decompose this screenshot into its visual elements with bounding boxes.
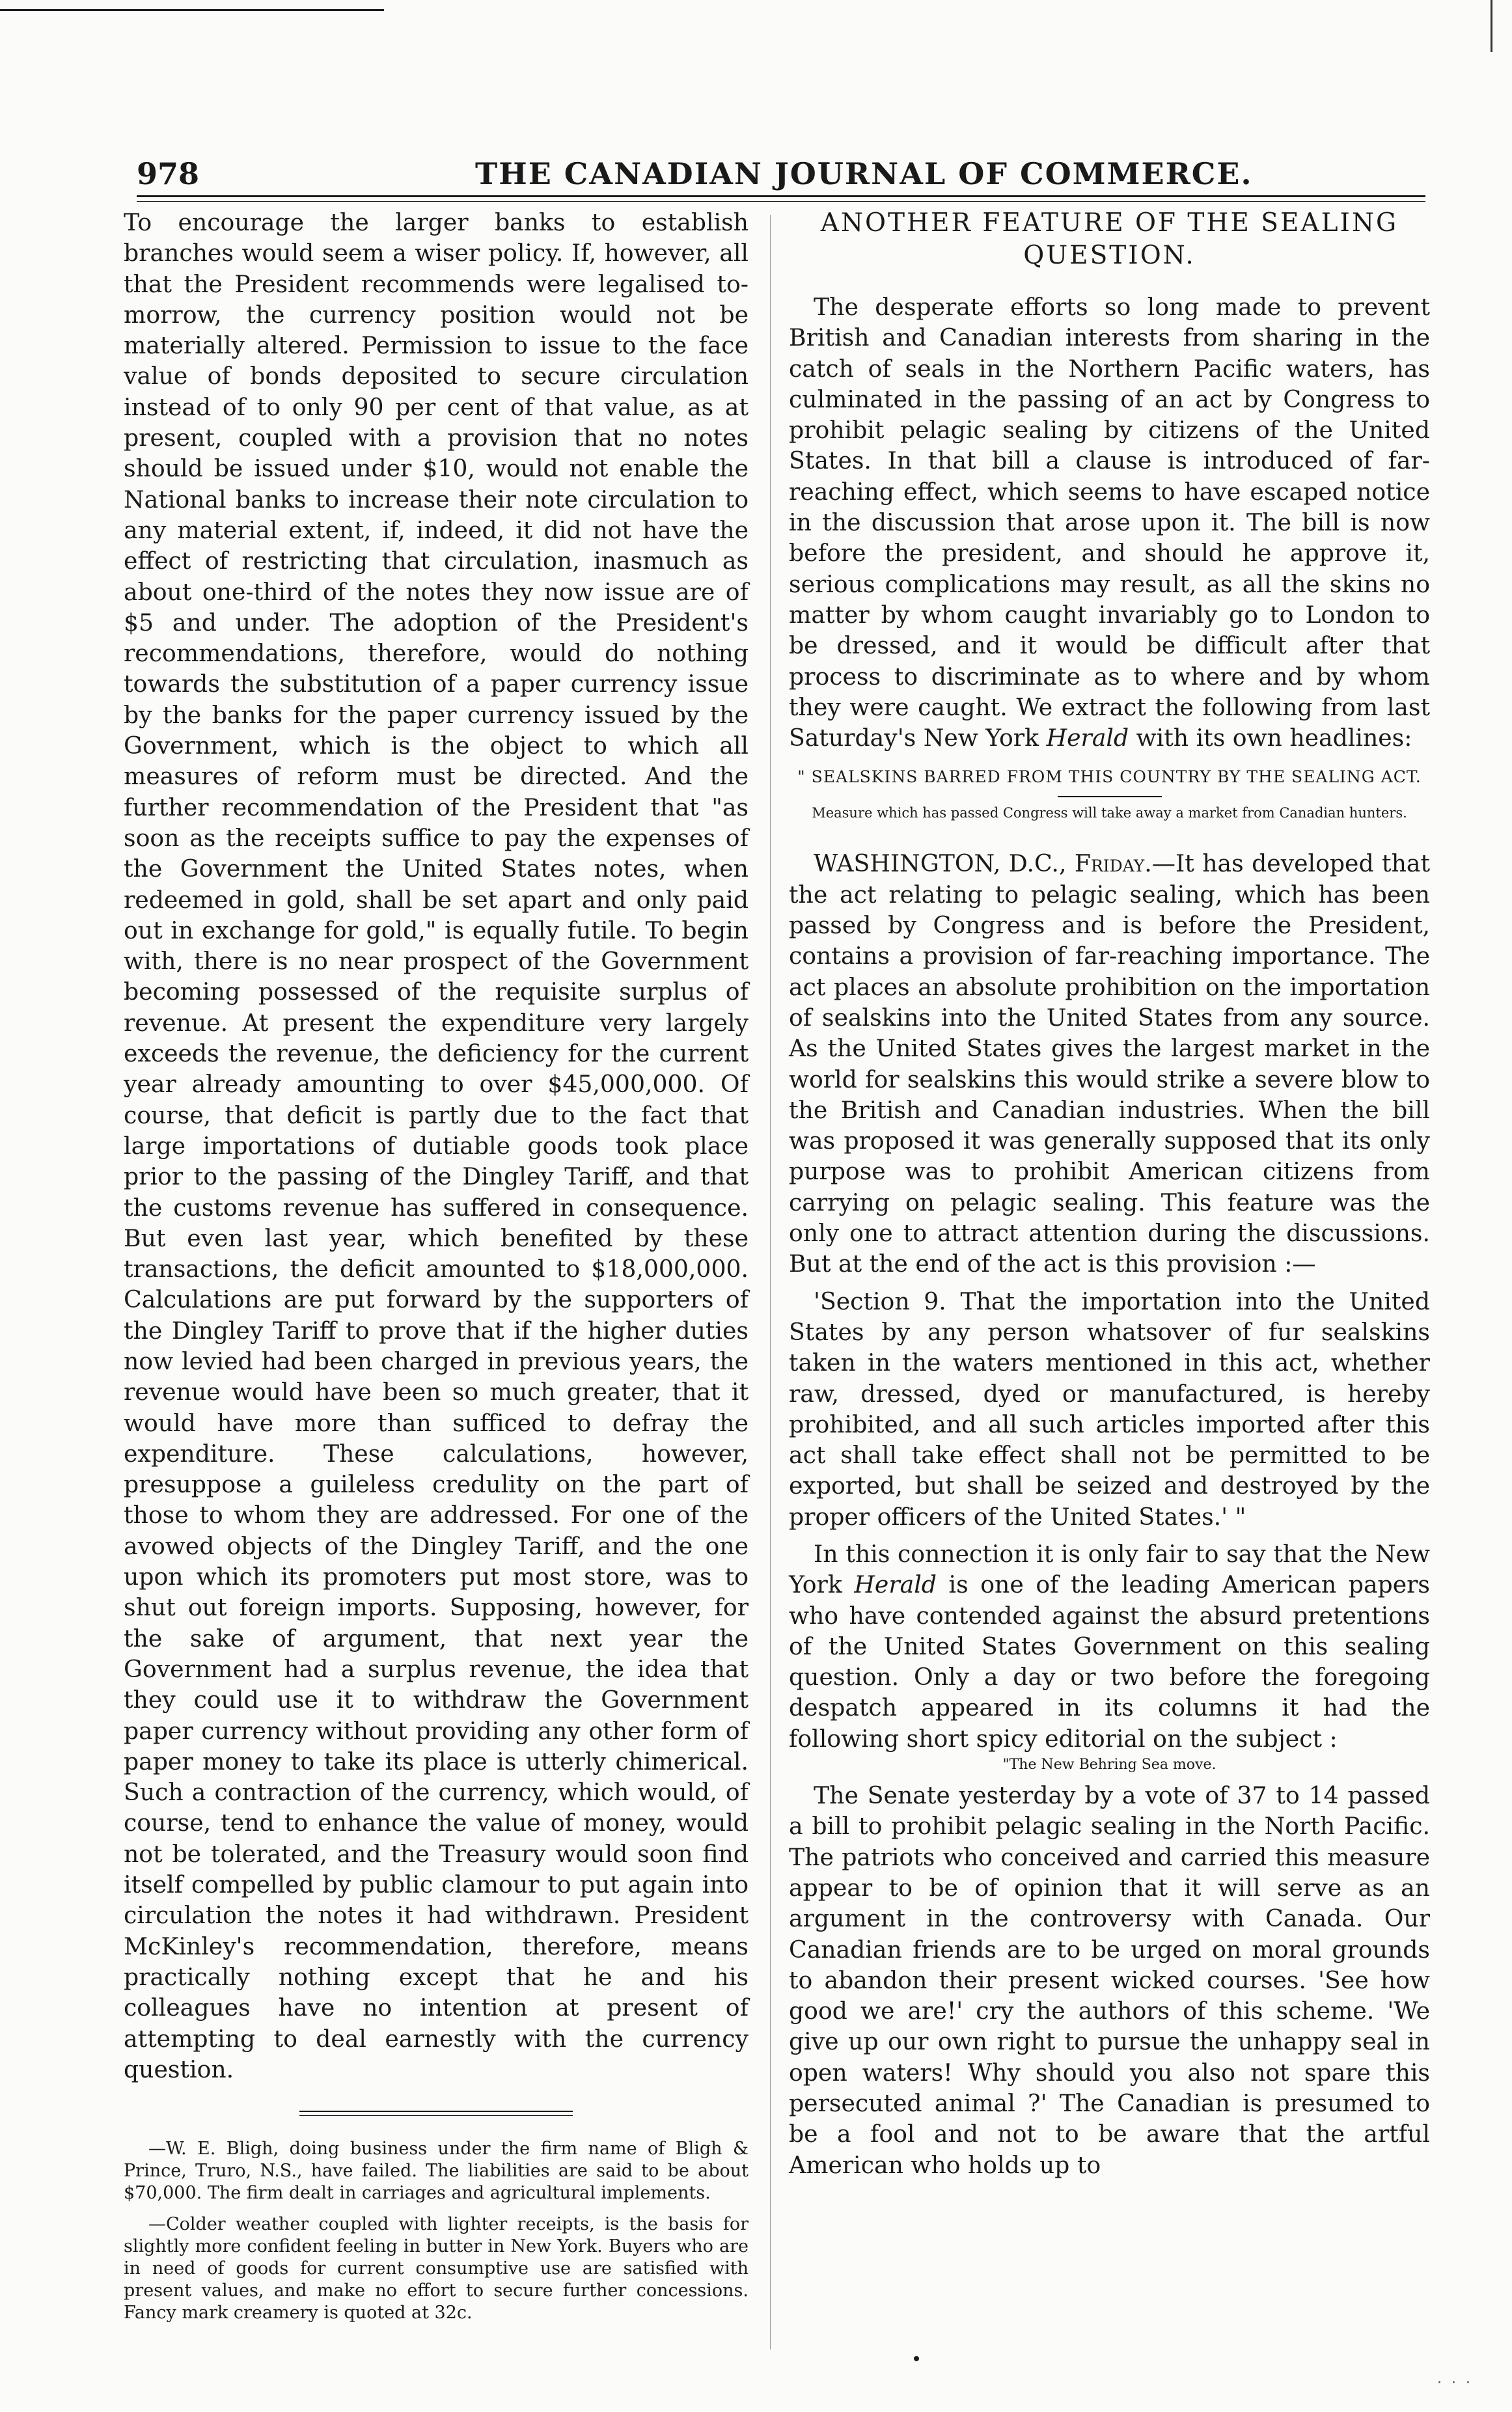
intro-text: The desperate efforts so long made to prevent British and Canadian interests from sharing in the catch of seals in the Northern Pacific waters, has culminated in the passing of an act by Congress to prohibit pelagic sealing by citizens of the United States. In that bill a clause is introduced of far-reaching effect, which seems to have escaped notice in the discussion that arose upon it. The bill is now before the president, and should he approve it, serious complications may result, as all the skins no matter by whom caught invariably go to London to be dressed, and it would be difficult after that process to discriminate as to where and by whom they were caught. We extract the following from last Saturday's New York xyxy=(789,293,1430,752)
headline-rule xyxy=(1058,796,1162,797)
article-intro xyxy=(789,292,1430,753)
section-separator xyxy=(299,2111,573,2116)
right-column xyxy=(789,207,1430,2180)
currency-article-paragraph: To encourage the larger banks to establish branches would seem a wiser policy. If, however, all that the President recommends were legalised to-morrow, the currency position would not be materially altered. Permission to issue to the face value of bonds deposited to secure circulation instead of to only 90 per cent of that value, as at present, coupled with a provision that no notes should be issued under $10, would not enable the National banks to increase their note circulation to any material extent, if, indeed, it did not have the effect of restricting that circulation, inasmuch as about one-third of the notes they now issue are of $5 and under. The adoption of the President's recommendations, therefore, would do nothing towards the substitution of a paper currency issue by the banks for the paper currency issued by the Government, which is the object to which all measures of reform must be directed. And the further recommendation of the President that "as soon as the receipts suffice to pay the expenses of the Government the United States notes, when redeemed in gold, shall be set apart and only paid out in exchange for gold," is equally futile. To begin with, there is no near prospect of the Government becoming possessed of the requisite surplus of revenue. At present the expenditure very largely exceeds the revenue, the deficiency for the current year already amounting to over $45,000,000. Of course, that deficit is partly due to the fact that large importations of dutiable goods took place prior to the passing of the Dingley Tariff, and that the customs revenue has suffered in consequence. But even last year, which benefited by these transactions, the deficit amounted to $18,000,000. Calculations are put forward by the supporters of the Dingley Tariff to prove that if the higher duties now levied had been charged in previous years, the revenue would have been so much greater, that it would have more than sufficed to defray the expenditure. These calculations, however, presuppose a guileless credulity on the part of those to whom they are addressed. For one of the avowed objects of the Dingley Tariff, and the one upon which its promoters put most store, was to shut out foreign imports. Supposing, however, for the sake of argument, that next year the Government had a surplus revenue, the idea that they could use it to withdraw the Government paper currency without providing any other form of paper money to take its place is utterly chimerical. Such a contraction of the currency, which would, of course, tend to enhance the value of money, would not be tolerated, and the Treasury would soon find itself compelled by public clamour to put again into circulation the notes it had withdrawn. President McKinley's recommendation, therefore, means practically nothing except that he and his colleagues have no intention at present of attempting to deal earnestly with the currency question. xyxy=(124,208,749,2083)
header-rule xyxy=(137,195,1425,202)
intro-herald: Herald xyxy=(1046,724,1129,752)
editorial-heading: "The New Behring Sea move. xyxy=(1002,1757,1216,1774)
bottom-printer-mark xyxy=(914,2356,919,2361)
connection-start: In this connection it is only fair to say that the New York xyxy=(789,1539,1430,1599)
connection-herald: Herald xyxy=(854,1570,937,1599)
news-note-bligh: —W. E. Bligh, doing business under the firm name of Bligh & Prince, Truro, N.S., have failed. The liabilities are said to be about $70,000. The firm dealt in carriages and agricultural implements. xyxy=(124,2139,749,2204)
right-edge-mark xyxy=(1491,0,1492,52)
dispatch-place: WASHINGTON, D.C., Friday. xyxy=(814,849,1152,878)
news-note-butter: —Colder weather coupled with lighter receipts, is the basis for slightly more confident feeling in butter in New York. Buyers who are in need of goods for current consumptive use are satisfied with present values, and make no effort to secure further concessions. Fancy mark creamery is quoted at 32c. xyxy=(124,2214,749,2323)
page-header xyxy=(137,156,1425,195)
page-number: 978 xyxy=(137,156,200,191)
connection-paragraph xyxy=(789,1539,1430,1754)
section-nine-quote: 'Section 9. That the importation into the United States by any person whatsover of fur sealskins taken in the waters mentioned in this act, whether raw, dressed, dyed or manufactured, is hereby prohibited, and all such articles imported after this act shall take effect shall not be permitted to be exported, but shall be seized and destroyed by the proper officers of the United States.' " xyxy=(789,1287,1430,1531)
journal-title: THE CANADIAN JOURNAL OF COMMERCE. xyxy=(475,156,1253,191)
corner-specks: · · · xyxy=(1437,2375,1473,2391)
left-column xyxy=(124,207,749,2324)
column-divider xyxy=(770,215,771,2350)
article-title: ANOTHER FEATURE OF THE SEALING QUESTION. xyxy=(820,208,1399,270)
editorial-paragraph: The Senate yesterday by a vote of 37 to 14 passed a bill to prohibit pelagic sealing in the North Pacific. The patriots who conceived and carried this measure appear to be of opinion that it will serve as an argument in the controversy with Canada. Our Canadian friends are to be urged on moral grounds to abandon their present wicked courses. 'See how good we are!' cry the authors of this scheme. 'We give up our own right to pursue the unhappy seal in open waters! Why should you also not spare this persecuted animal ?' The Canadian is presumed to be a fool and not to be aware that the artful American who holds up to xyxy=(789,1781,1430,2179)
dispatch-paragraph xyxy=(789,848,1430,1279)
dispatch-text: —It has developed that the act relating to pelagic sealing, which has been passed by Congress and is before the President, contains a provision of far-reaching importance. The act places an absolute prohibition on the importation of sealskins into the United States from any source. As the United States gives the largest market in the world for sealskins this would strike a severe blow to the British and Canadian industries. When the bill was proposed it was generally supposed that its only purpose was to prohibit American citizens from carrying on pelagic sealing. This feature was the only one to attract attention during the discussions. But at the end of the act is this provision :— xyxy=(789,849,1430,1278)
intro-end: with its own headlines: xyxy=(1136,724,1412,752)
connection-end: is one of the leading American papers who have contended against the absurd pretentions of the United States Government on this sealing question. Only a day or two before the foregoing despatch appeared in its columns it had the following short spicy editorial on the subject : xyxy=(789,1570,1430,1753)
quoted-headline: " SEALSKINS BARRED FROM THIS COUNTRY BY THE SEALING ACT. xyxy=(797,767,1422,787)
quoted-subhead: Measure which has passed Congress will take away a market from Canadian hunters. xyxy=(812,805,1407,821)
news-notes xyxy=(124,2138,749,2324)
top-edge-rule xyxy=(0,9,384,11)
